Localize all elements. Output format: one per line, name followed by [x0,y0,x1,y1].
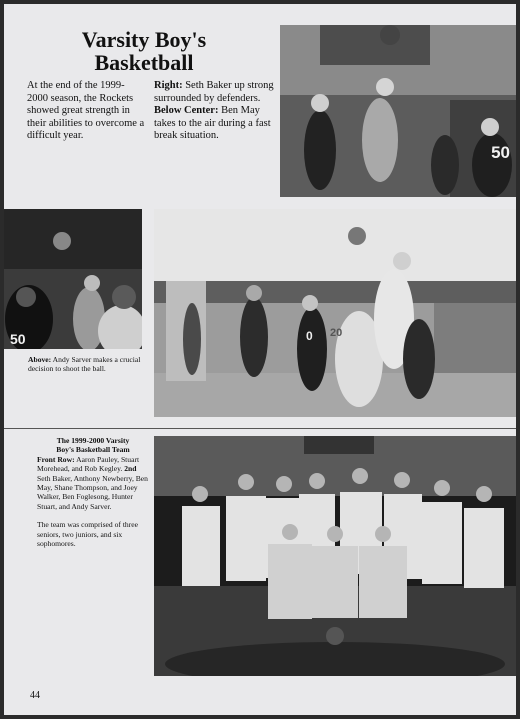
caption-below-label: Below Center: [154,105,219,117]
caption-below-text: Ben May takes to the air during a fast break situation. [154,105,271,142]
team-heading-line-2: Boy's Basketball Team [56,445,130,455]
caption-right-text: Seth Baker up strong surrounded by defenders. [154,80,274,104]
title-line-2: Basketball [94,50,194,75]
jersey-number-20: 20 [330,327,343,339]
team-caption [37,436,149,548]
team-summary: The team was comprised of three seniors, two juniors, and six sophomores. [37,520,138,549]
second-row-names: Seth Baker, Anthony Newberry, Ben May, Shane Thompson, and Joey Walker, Ben Foglesong, Hunter Stuart, and Andy Sarver. [37,473,148,511]
photo-ben-may [154,209,516,417]
photo-andy-sarver [4,209,142,349]
caption-below-center [154,105,276,143]
front-row-label: Front Row: [37,454,75,464]
jersey-number-50: 50 [10,331,26,347]
jersey-number-0: 0 [306,329,313,343]
jersey-number-50: 50 [491,143,510,162]
title-line-1: Varsity Boy's [81,27,207,52]
page-number: 44 [30,690,40,701]
intro-text: At the end of the 1999-2000 season, the Rockets showed great strength in their abilities to overcome a difficult year. [27,80,145,142]
photo-captions [154,80,276,143]
photo-team [154,436,516,676]
photo-seth-baker [280,25,516,197]
team-heading-line-1: The 1999-2000 Varsity [56,436,130,445]
section-divider [4,428,516,429]
caption-above-label: Above: [28,355,52,364]
front-row-names: Aaron Pauley, Stuart Morehead, and Rob Kegley. [37,454,140,474]
caption-right [154,80,276,105]
page-title [44,28,244,74]
caption-above [28,355,144,374]
team-roster [37,455,149,511]
caption-above-text: Andy Sarver makes a crucial decision to shoot the ball. [28,355,141,374]
second-row-label: 2nd [124,464,137,474]
yearbook-page [4,4,516,715]
caption-right-label: Right: [154,80,183,91]
